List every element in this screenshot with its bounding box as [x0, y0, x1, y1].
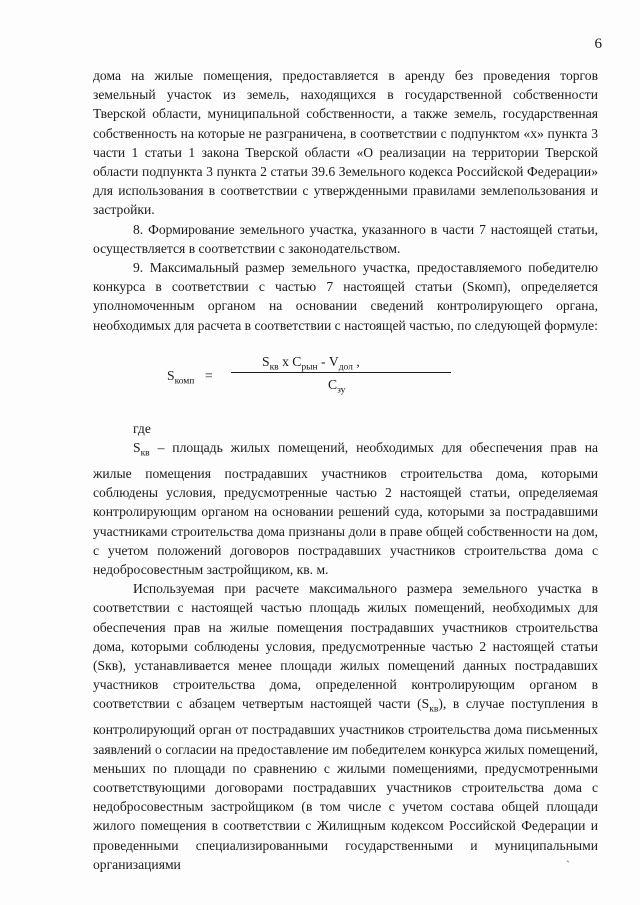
formula-equals: = — [205, 367, 213, 383]
area-formula — [93, 335, 598, 419]
formula-numerator: $S_{кв}$ x $C_{рын} - V_{дол}$ , — [262, 353, 360, 373]
page-number: 6 — [594, 36, 602, 52]
paragraph-skv-reduction: Используемая при расчете максимального размера земельного участка в соответствии с настоящей частью площадь жилых помещений, необходимых для обеспечения прав на жилые помещения пострадавших участников строительства дома, которыми соблюдены условия, предусмотренные частью 2 настоящей статьи (Sкв), устанавливается менее площади жилых помещений данных пострадавших участников строительства дома, определенной контролирующим органом в соответствии с абзацем четвертым настоящей части $(S_{кв})$, в случае поступления в контролирующий орган от пострадавших участников строительства дома письменных заявлений о согласии на предоставление им победителем конкурса жилых помещений, меньших по площади по сравнению с жилыми помещениями, предусмотренными соответствующими договорами пострадавших участников строительства дома с недобросовестным застройщиком (в том числе с учетом состава общей площади жилого помещения в соответствии с Жилищным кодексом Российской Федерации и проведенными специализированными государственными и муниципальными организациями — [93, 581, 598, 872]
formula-lhs: $S_{комп}$ — [167, 367, 195, 387]
paragraph-continuation: дома на жилые помещения, предоставляется в аренду без проведения торгов земельный участок из земель, находящихся в государственной собственности Тверской области, муниципальной собственности, а также земель, государственная собственность на которые не разграничена, в соответствии с подпунктом «х» пункта 3 части 1 статьи 1 закона Тверской области «О реализации на территории Тверской области подпункта 3 пункта 2 статьи 39.6 Земельного кодекса Российской Федерации» для использования в соответствии с утвержденными правилами землепользования и застройки. — [93, 68, 598, 218]
paragraph-8: 8. Формирование земельного участка, указанного в части 7 настоящей статьи, осуществляется в соответствии с законодательством. — [93, 221, 598, 256]
paragraph-skv-definition: $S_{кв}$ – площадь жилых помещений, необходимых для обеспечения прав на жилые помещения пострадавших участников строительства дома, которыми соблюдены условия, предусмотренные частью 2 настоящей статьи, определяемая контролирующим органом на основании решений суда, которыми за пострадавшими участниками строительства дома признаны доли в праве общей собственности на дом, с учетом положений договоров пострадавших участников строительства дома с недобросовестным застройщиком, кв. м. — [93, 440, 598, 577]
scan-tick-mark: ˎ — [566, 849, 570, 863]
paragraph-9: 9. Максимальный размер земельного участка, предоставляемого победителю конкурса в соответствии с частью 7 настоящей статьи (Sкомп), определяется уполномоченным органом на основании сведений контролирующего органа, необходимых для расчета в соответствии с настоящей частью, по следующей формуле: — [93, 260, 598, 333]
document-body — [93, 66, 598, 874]
formula-fraction-bar — [231, 372, 451, 373]
formula-denominator: $C_{зу}$ — [328, 376, 346, 396]
where-label: где — [133, 420, 151, 436]
